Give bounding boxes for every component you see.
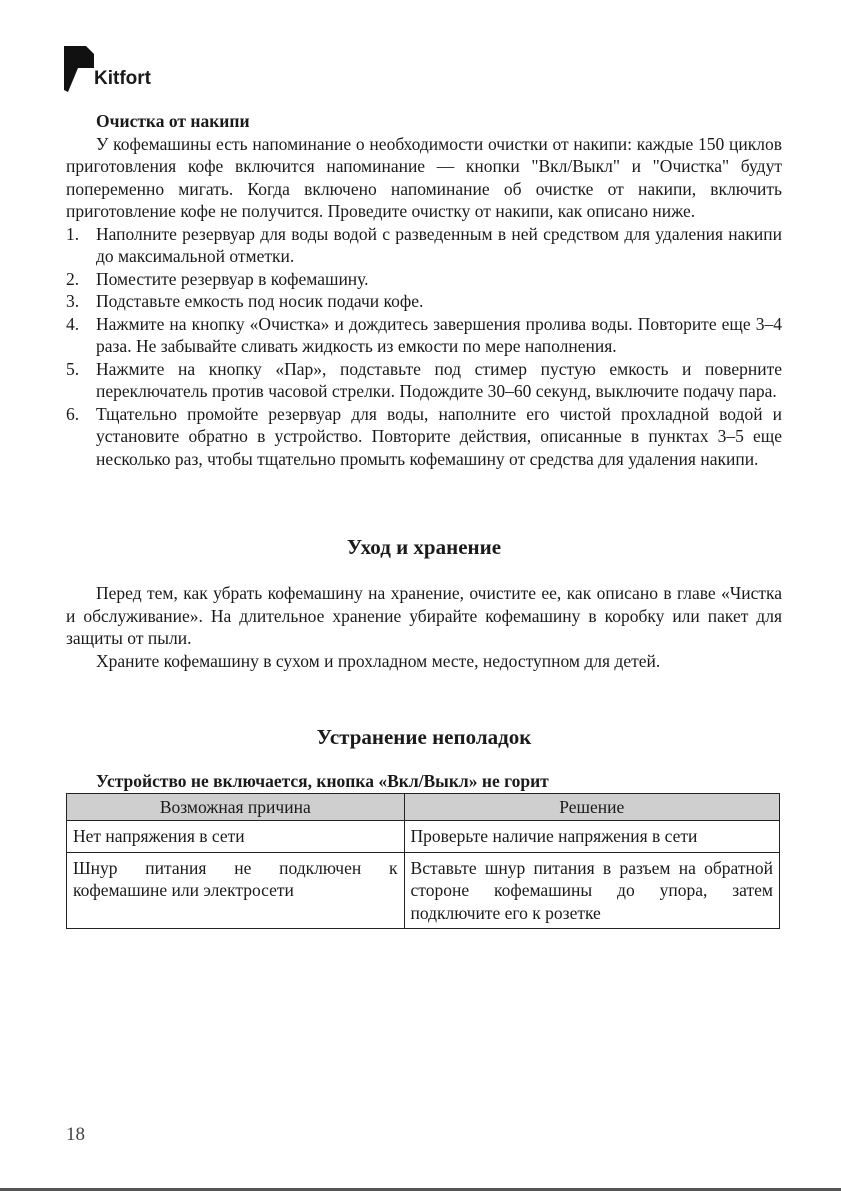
care-paragraph-1: Перед тем, как убрать кофемашину на хранение, очистите ее, как описано в главе «Чистка и обслуживание». На длительное хранение убирайте кофемашину в коробку или пакет для защиты от пыли. (66, 583, 782, 648)
cause-cell: Шнур питания не подключен к кофемашине или электросети (67, 852, 405, 929)
brand-logo (64, 46, 224, 94)
descaling-steps (66, 223, 782, 471)
solution-cell: Проверьте наличие напряжения в сети (404, 821, 779, 853)
troubleshooting-table (66, 793, 780, 930)
troubleshooting-title: Устранение неполадок (316, 725, 532, 749)
table-row (67, 821, 780, 853)
table-header-row (67, 793, 780, 821)
page-number: 18 (66, 1124, 85, 1145)
cause-cell: Нет напряжения в сети (67, 821, 405, 853)
kitfort-logo-icon (64, 46, 94, 92)
list-item: 3. Подставьте емкость под носик подачи кофе. (66, 291, 424, 311)
care-title: Уход и хранение (346, 535, 502, 559)
descaling-title: Очистка от накипи (96, 111, 250, 131)
main-content (66, 110, 782, 929)
care-paragraph-2: Храните кофемашину в сухом и прохладном месте, недоступном для детей. (96, 650, 661, 671)
table-row (67, 852, 780, 929)
column-header-cause: Возможная причина (67, 793, 405, 821)
column-header-solution: Решение (404, 793, 779, 821)
brand-name: Kitfort (94, 68, 151, 89)
list-item: 6. Тщательно промойте резервуар для воды, наполните его чистой прохладной водой и установите обратно в устройство. Повторите действия, описанные в пунктах 3–5 еще несколько раз, чтобы тщательно промыть кофемашину от средства для удаления накипи. (66, 403, 782, 469)
descaling-intro: У кофемашины есть напоминание о необходимости очистки от накипи: каждые 150 циклов приготовления кофе включится напоминание — кнопки "Вкл/Выкл" и "Очистка" будут попеременно мигать. Когда включено напоминание об очистке от накипи, включить приготовление кофе не получится. Проведите очистку от накипи, как описано ниже. (66, 133, 782, 221)
list-item: 1. Наполните резервуар для воды водой с разведенным в ней средством для удаления накипи до максимальной отметки. (66, 223, 782, 266)
solution-cell: Вставьте шнур питания в разъем на обратной стороне кофемашины до упора, затем подключите его к розетке (404, 852, 779, 929)
problem-heading: Устройство не включается, кнопка «Вкл/Выкл» не горит (96, 771, 549, 791)
list-item: 4. Нажмите на кнопку «Очистка» и дождитесь завершения пролива воды. Повторите еще 3–4 раза. Не забывайте сливать жидкость из емкости по мере наполнения. (66, 313, 782, 356)
list-item: 2. Поместите резервуар в кофемашину. (66, 268, 369, 289)
list-item: 5. Нажмите на кнопку «Пар», подставьте под стимер пустую емкость и поверните переключатель против часовой стрелки. Подождите 30–60 секунд, выключите подачу пара. (66, 358, 782, 401)
